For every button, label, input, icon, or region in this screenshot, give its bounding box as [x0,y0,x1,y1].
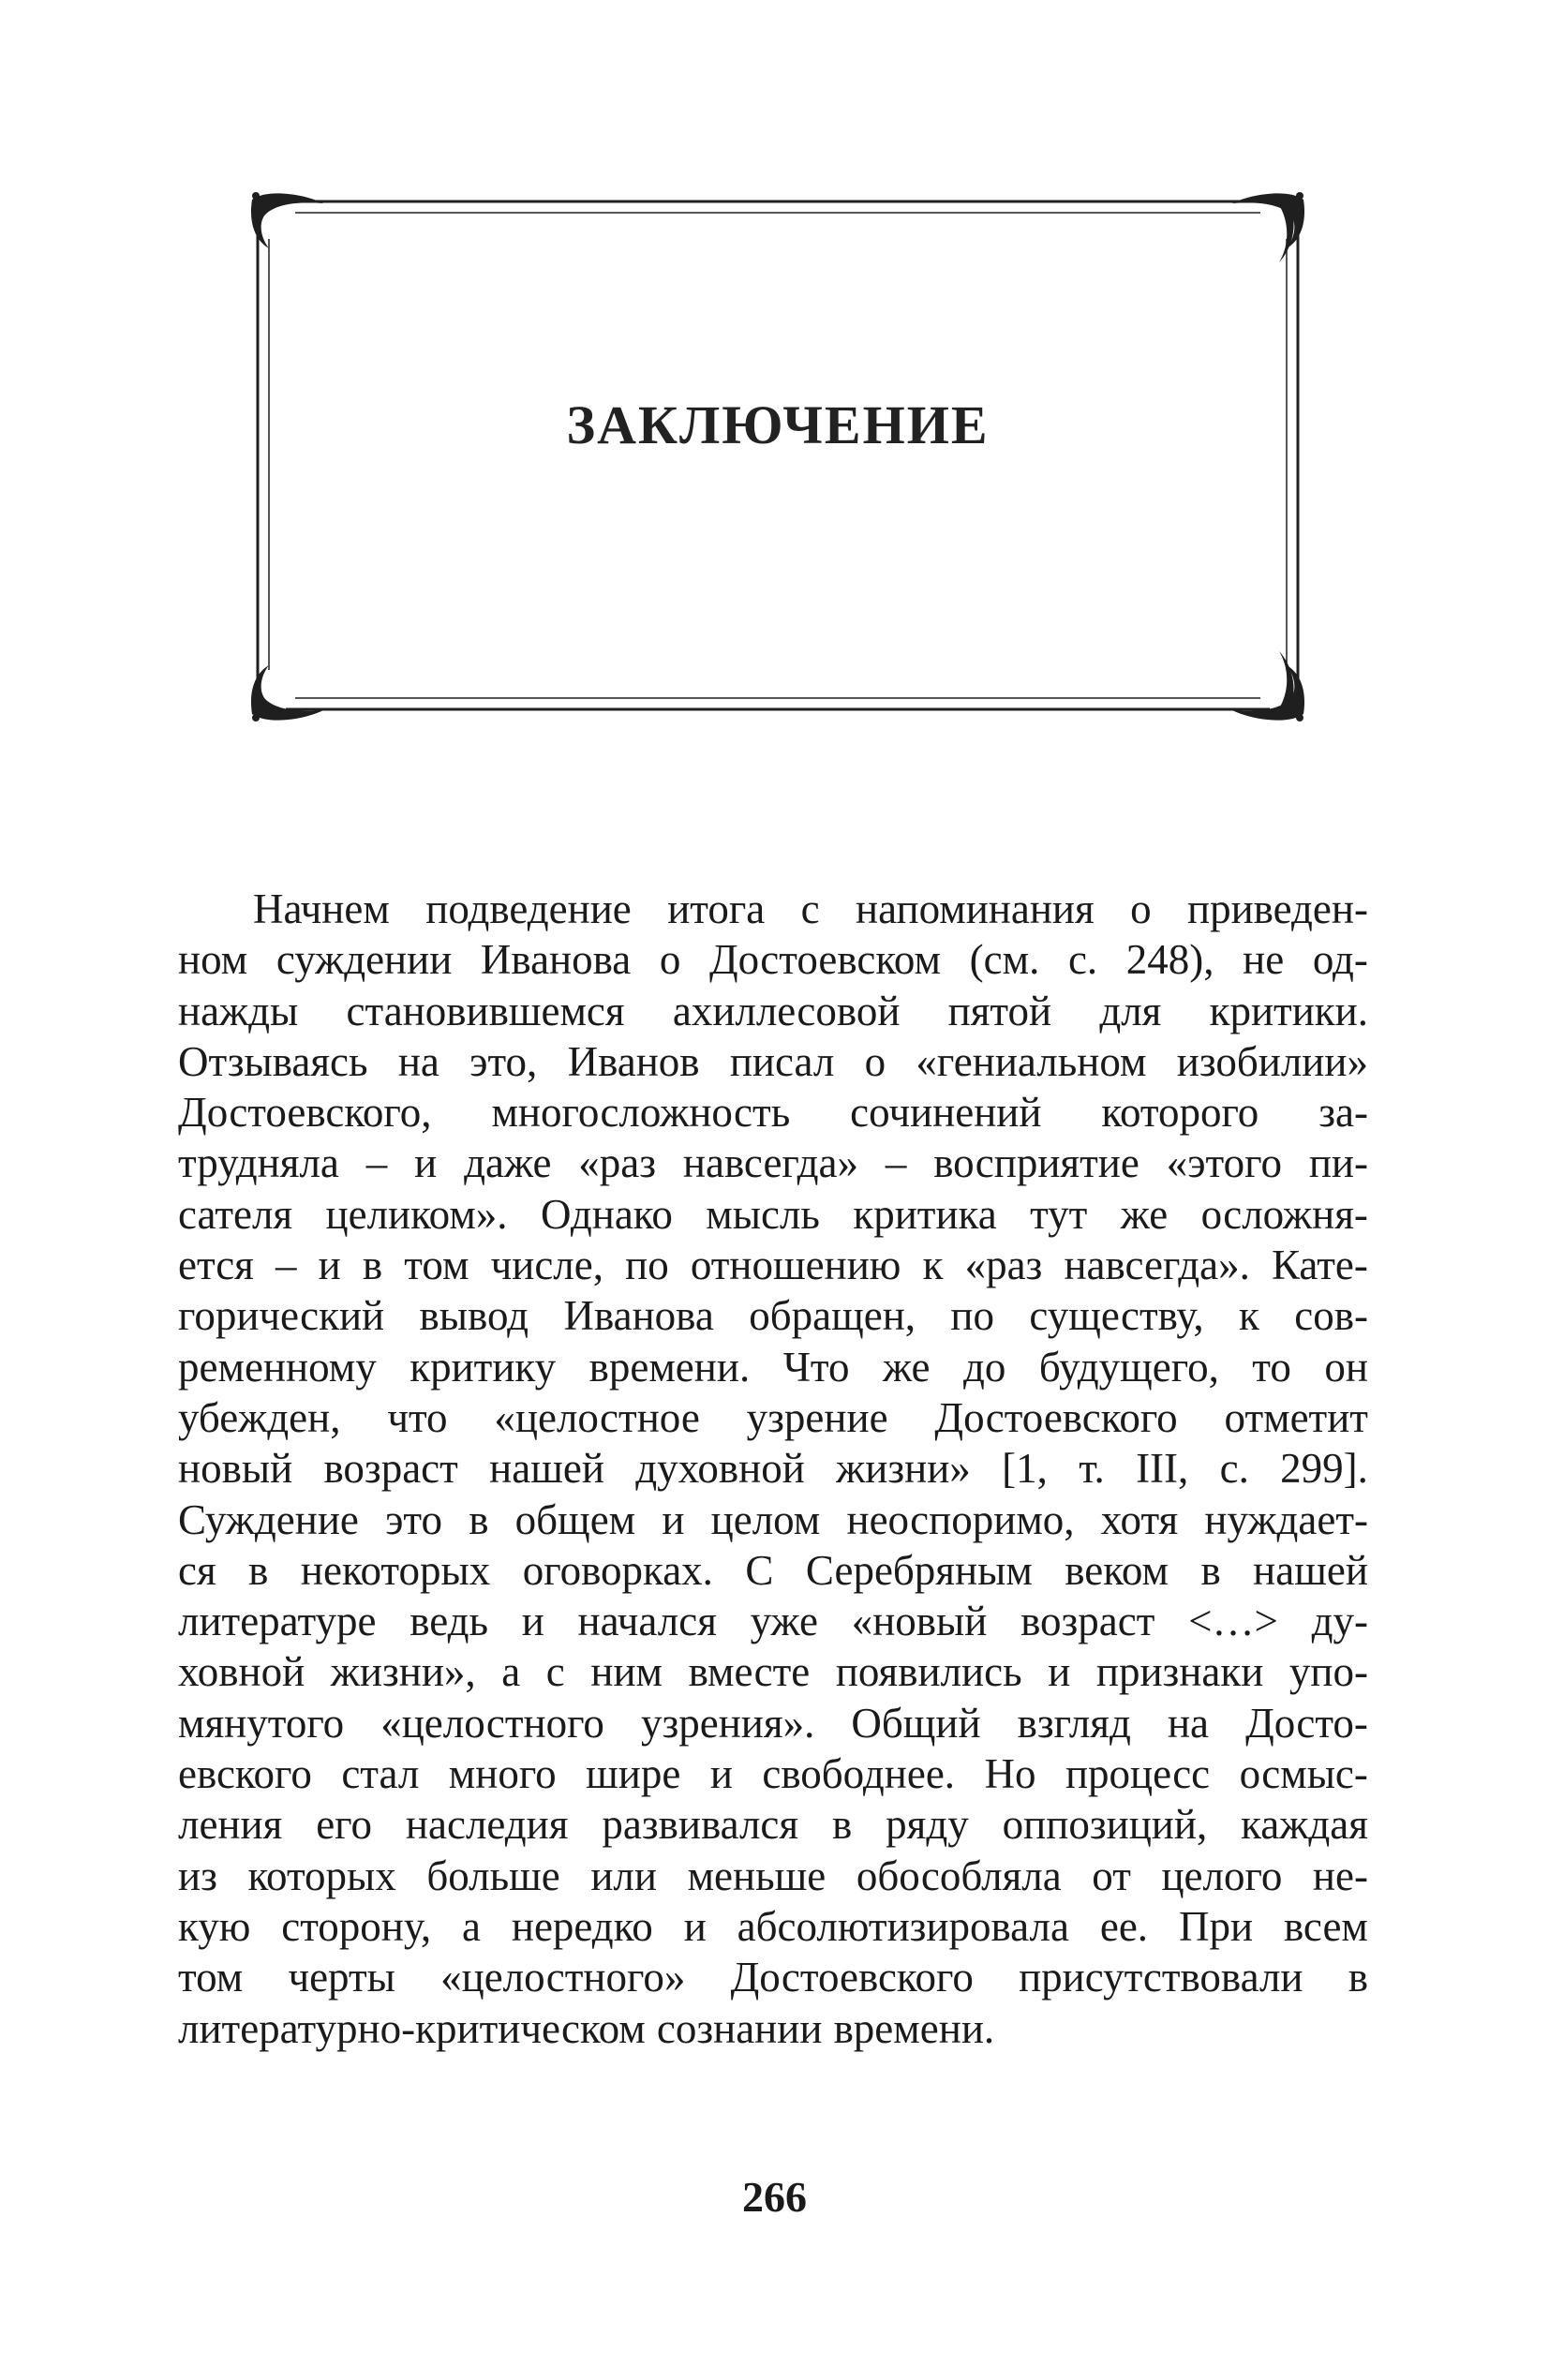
word: Начнем [253,885,390,932]
text-line [178,1748,1368,1799]
word: по [625,1242,669,1289]
word: начался [577,1598,717,1645]
word: 299]. [1280,1445,1368,1493]
word: Достоевском [708,936,942,984]
word: изобилии» [1176,1037,1368,1085]
word: то [1252,1343,1291,1391]
word: а [462,1902,481,1950]
word: наследия [405,1801,569,1849]
word: навсегда». [1064,1242,1250,1289]
word: сторону, [281,1902,432,1950]
word: процесс [1065,1750,1211,1798]
word: Отзываясь [178,1037,368,1085]
word: ахиллесовой [672,987,901,1034]
word: литературно-критическом [178,2004,646,2052]
word: пятой [947,987,1052,1034]
text-line [178,1392,1368,1443]
word: Однако [540,1190,673,1238]
word: Серебряным [805,1546,1033,1594]
word: жизни» [836,1445,971,1493]
word: кую [178,1902,251,1950]
word: <…> [1188,1598,1278,1645]
word: меньше [687,1852,827,1899]
text-line [178,1698,1368,1748]
word: обращен, [749,1292,916,1340]
text-line [178,1087,1368,1138]
body-paragraph [178,884,1368,2054]
word: т. [1079,1445,1105,1493]
text-line [178,2003,1368,2054]
word: С [745,1546,774,1594]
word: возраст [323,1445,458,1493]
word: Но [984,1750,1036,1798]
word: и [414,1139,438,1187]
word: нашей [1253,1546,1368,1594]
word: «целостное [494,1393,700,1441]
word: к [922,1242,944,1289]
word: и [521,1598,544,1645]
word: ним [590,1648,663,1696]
word: Достоевского, [178,1089,432,1137]
text-line [178,1545,1368,1596]
word: с. [1219,1445,1249,1493]
text-line [178,1443,1368,1494]
text-line [178,1646,1368,1697]
word: в [1348,1954,1368,2001]
word: «гениальном [916,1037,1147,1085]
word: ду- [1311,1598,1368,1645]
word: – [885,1139,907,1187]
word: Иванов [567,1037,700,1085]
word: Иванова [480,936,632,984]
word: том [404,1242,469,1289]
word: в [248,1546,269,1594]
word: ременному [178,1343,377,1391]
word: Досто- [1245,1699,1368,1747]
word: Достоевского [730,1954,974,2001]
word: «новый [851,1598,988,1645]
corner-flourish-icon [251,192,1304,721]
word: оговорках. [522,1546,713,1594]
word: ее. [1099,1902,1149,1950]
word: – [365,1139,388,1187]
word: в [469,1495,489,1543]
word: абсолютизировала [737,1902,1069,1950]
word: «целостного» [440,1954,686,2001]
word: и [1048,1648,1071,1696]
word: веком [1065,1546,1169,1594]
word: не [1243,936,1285,984]
word: существу, [1029,1292,1204,1340]
word: в [832,1801,853,1849]
word: итога [667,885,766,932]
word: вместе [688,1648,811,1696]
word: критику [410,1343,557,1391]
word: отметит [1224,1393,1368,1441]
word: от [1092,1852,1131,1899]
text-line [178,1952,1368,2002]
page-number: 266 [742,2173,807,2221]
word: сочинений [850,1089,1042,1137]
word: или [590,1852,657,1899]
word: нуждает- [1204,1495,1368,1543]
word: од- [1312,936,1368,984]
word: целом [710,1495,821,1543]
text-line [178,1342,1368,1392]
word: в [1200,1546,1221,1594]
word: о [1130,885,1152,932]
word: обособляла [856,1852,1062,1899]
text-line [178,884,1368,934]
word: до [962,1343,1006,1391]
word: Достоевского [934,1393,1178,1441]
word: «раз [578,1139,657,1187]
word: целиком». [325,1190,508,1238]
word: ном [178,936,248,984]
word: будущего, [1038,1343,1219,1391]
word: нередко [511,1902,653,1950]
text-line [178,1290,1368,1341]
word: При [1178,1902,1254,1950]
word: уже [750,1598,819,1645]
word: становившемся [346,987,625,1034]
word: ведь [410,1598,489,1645]
word: убежден, [178,1393,341,1441]
text-line [178,1138,1368,1188]
word: вывод [419,1292,529,1340]
word: взгляд [1017,1699,1131,1747]
word: с [800,885,820,932]
word: литературе [178,1598,377,1645]
word: (см. [969,936,1040,984]
word: в [362,1242,383,1289]
word: к [1239,1292,1259,1340]
word: и [318,1242,341,1289]
word: писал [729,1037,835,1085]
word: приведен- [1187,885,1368,932]
word: каждая [1241,1801,1368,1849]
word: осложня- [1200,1190,1368,1238]
word: числе, [490,1242,603,1289]
word: суждении [276,936,453,984]
word: свободнее. [762,1750,956,1798]
word: осмыс- [1239,1750,1368,1798]
word: сов- [1294,1292,1368,1340]
word: времени. [588,1343,751,1391]
text-line [178,1036,1368,1087]
word: ся [178,1546,216,1594]
text-line [178,986,1368,1036]
word: развивался [602,1801,799,1849]
word: с. [1067,936,1098,984]
word: неоспоримо, [846,1495,1075,1543]
word: жизни», [330,1648,476,1696]
word: шире [586,1750,681,1798]
word: узрения». [640,1699,815,1747]
word: восприятие [933,1139,1139,1187]
word: стал [341,1750,420,1798]
word: времени. [833,2004,995,2052]
word: его [316,1801,373,1849]
word: по [950,1292,995,1340]
word: сознании [656,2004,823,2052]
word: даже [464,1139,552,1187]
word: мянутого [178,1699,345,1747]
chapter-heading: ЗАКЛЮЧЕНИЕ [566,394,990,455]
word: он [1324,1343,1368,1391]
word: ряду [886,1801,969,1849]
word: – [276,1242,297,1289]
word: признаки [1095,1648,1264,1696]
word: критика [853,1190,997,1238]
word: о [659,936,681,984]
word: хотя [1100,1495,1179,1543]
text-line [178,1240,1368,1290]
word: же [1120,1190,1169,1238]
word: и [709,1750,733,1798]
word: 248), [1125,936,1214,984]
word: всем [1283,1902,1368,1950]
word: тут [1030,1190,1088,1238]
text-line [178,1596,1368,1646]
word: Общий [851,1699,981,1747]
word: Иванова [563,1292,714,1340]
word: мысль [706,1190,820,1238]
word: многосложность [491,1089,791,1137]
word: больше [426,1852,560,1899]
word: появились [835,1648,1022,1696]
word: III, [1136,1445,1189,1493]
word: «этого [1166,1139,1282,1187]
text-line [178,934,1368,985]
word: что [387,1393,448,1441]
word: ется [178,1242,254,1289]
word: которого [1101,1089,1259,1137]
word: некоторых [300,1546,491,1594]
word: за- [1318,1089,1368,1137]
word: ховной [178,1648,305,1696]
word: же [883,1343,931,1391]
word: много [448,1750,557,1798]
word: пи- [1308,1139,1368,1187]
word: сателя [178,1190,293,1238]
word: целого [1161,1852,1283,1899]
word: ления [178,1801,283,1849]
word: не- [1312,1852,1368,1899]
word: [1, [1002,1445,1048,1493]
word: это, [469,1037,538,1085]
word: новый [178,1445,293,1493]
ornamental-frame [248,192,1307,721]
word: трудняла [178,1139,339,1187]
word: которых [247,1852,396,1899]
text-line [178,1495,1368,1545]
word: на [397,1037,439,1085]
word: горический [178,1292,385,1340]
word: духовной [635,1445,805,1493]
text-line [178,1189,1368,1240]
word: из [178,1852,217,1899]
word: напоминания [856,885,1095,932]
word: для [1099,987,1162,1034]
word: критики. [1209,987,1368,1034]
word: узрение [746,1393,888,1441]
word: Кате- [1271,1242,1368,1289]
word: это [385,1495,442,1543]
text-line [178,1799,1368,1850]
word: отношению [690,1242,901,1289]
word: возраст [1020,1598,1155,1645]
word: о [864,1037,886,1085]
word: нажды [178,987,299,1034]
word: «целостного [380,1699,604,1747]
word: оппозиций, [1002,1801,1208,1849]
word: нашей [489,1445,604,1493]
text-line [178,1851,1368,1901]
word: «раз [964,1242,1043,1289]
ornamental-frame-border [248,192,1307,721]
word: навсегда» [682,1139,859,1187]
word: том [178,1954,244,2001]
word: и [683,1902,707,1950]
word: а [501,1648,521,1696]
word: подведение [425,885,632,932]
word: и [662,1495,685,1543]
word: евского [178,1750,312,1798]
word: с [545,1648,565,1696]
word: упо- [1288,1648,1368,1696]
word: присутствовали [1019,1954,1303,2001]
word: черты [288,1954,395,2001]
word: Что [782,1343,850,1391]
word: общем [514,1495,636,1543]
word: на [1167,1699,1210,1747]
text-line [178,1901,1368,1952]
word: Суждение [178,1495,359,1543]
